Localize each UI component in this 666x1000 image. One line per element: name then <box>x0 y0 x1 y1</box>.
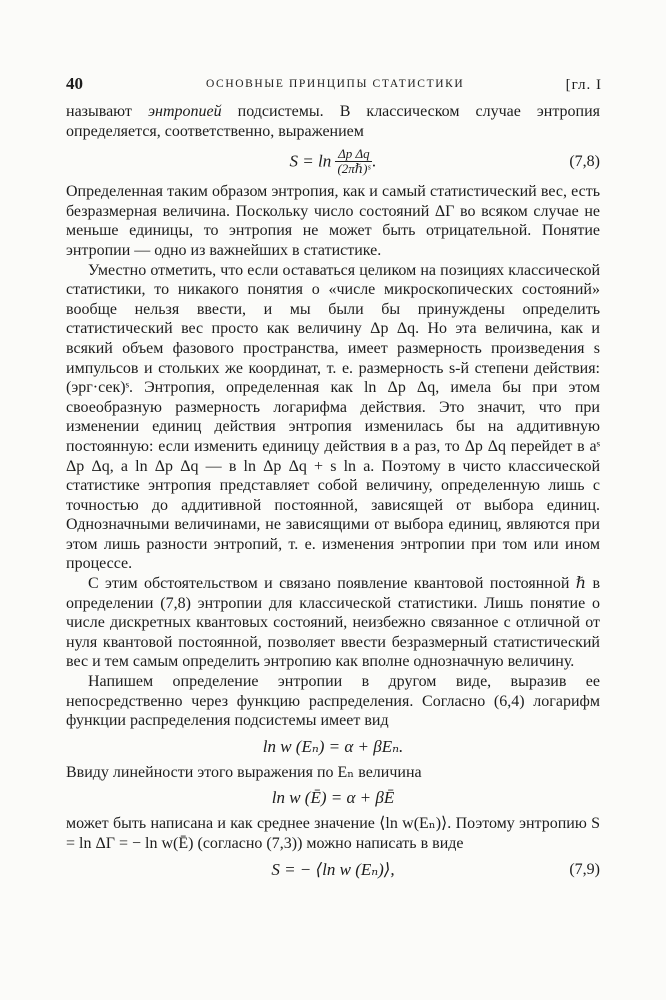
equation-label-7-8: (7,8) <box>569 152 600 170</box>
chapter-marker: [гл. I <box>565 77 602 93</box>
equation-7-9: S = − ⟨ln w (Eₙ)⟩, (7,9) <box>271 859 600 879</box>
page-number: 40 <box>66 74 83 93</box>
equation-7-8: S = ln $\frac{\text{Δp Δq}}{\text{(2πℏ)ˢ}}$ . (7,8) <box>289 146 600 177</box>
paragraph-7: может быть написана и как среднее значение ⟨ln w(Eₙ)⟩. Поэтому энтропию S = ln ΔΓ = − ln w(Ē) (согласно (7,3)) можно написать в виде <box>66 815 600 852</box>
paragraph-3: Уместно отметить, что если оставаться целиком на позициях классической статистики, то никакого понятия о «числе микроскопических состояний» вообще нельзя ввести, и мы были бы принуждены определить статистический вес просто как величину Δp Δq. Но эта величина, как и всякий объем фазового пространства, имеет размерность произведения s импульсов и стольких же координат, т. е. размерность s-й степени действия: (эрг·сек)ˢ. Энтропия, определенная как ln Δp Δq, имела бы при этом своеобразную размерность логарифма действия. Это значит, что при изменении единиц действия энтропия изменилась бы на аддитивную постоянную: если изменить единицу действия в a раз, то Δp Δq перейдет в aˢ Δp Δq, а ln Δp Δq — в ln Δp Δq + s ln a. Поэтому в чисто классической статистике энтропия представляет собой величину, определенную лишь с точностью до аддитивной постоянной, зависящей от выбора единиц. Однозначными величинами, не зависящими от выбора единиц, являются при этом лишь разности энтропий, т. е. изменения энтропии при том или ином процессе. <box>66 261 601 573</box>
term-entropy: энтропией <box>147 103 222 120</box>
fraction: $\frac{\text{Δp Δq}}{\text{(2πℏ)ˢ}}$ <box>337 146 371 177</box>
page-header <box>66 74 600 98</box>
paragraph-5: Напишем определение энтропии в другом виде, выразив ее непосредственно через функцию распределения. Согласно (6,4) логарифм функции распределения подсистемы имеет вид <box>66 673 600 730</box>
paragraph-6: Ввиду линейности этого выражения по Eₙ величина <box>66 763 422 781</box>
paragraph-1: называют энтропией подсистемы. В классическом случае энтропия определяется, соответственно, выражением <box>66 103 600 140</box>
paragraph-4: С этим обстоятельством и связано появление квантовой постоянной ℏ в определении (7,8) энтропии для классической статистики. Лишь понятие о числе дискретных квантовых состояний, неизбежно связанное с отличной от нуля квантовой постоянной, позволяет ввести безразмерный статистический вес и тем самым определить энтропию как вполне однозначную величину. <box>66 575 600 671</box>
equation-log-w: ln w (Eₙ) = α + βEₙ. <box>262 736 404 756</box>
paragraph-2: Определенная таким образом энтропия, как и самый статистический вес, есть безразмерная величина. Поскольку число состояний ΔΓ во всяком случае не меньше единицы, то энтропия не может быть отрицательной. Понятие энтропии — одно из важнейших в статистике. <box>66 183 600 259</box>
equation-log-w-mean: ln w (Ē) = α + βĒ <box>271 788 395 808</box>
book-page <box>66 74 600 886</box>
running-title: ОСНОВНЫЕ ПРИНЦИПЫ СТАТИСТИКИ <box>206 78 465 90</box>
equation-label-7-9: (7,9) <box>569 860 600 878</box>
